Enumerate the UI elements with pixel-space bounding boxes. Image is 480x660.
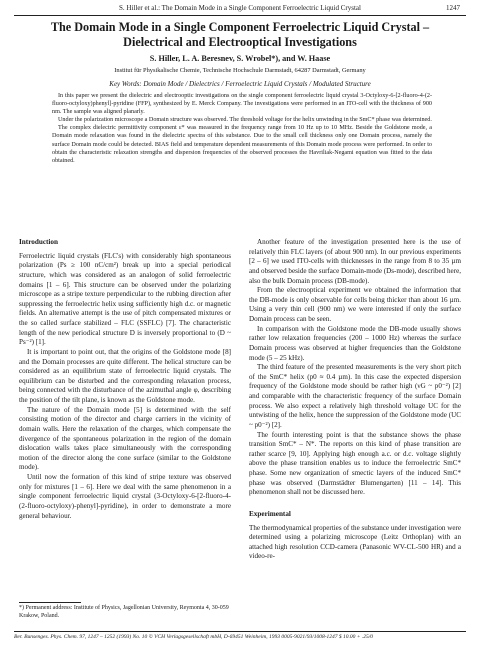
keywords: Key Words: Domain Mode / Dielectrics / Ferroelectric Liquid Crystals / Modulated Structure [109, 80, 371, 88]
body-paragraph: The third feature of the presented measurements is the very short pitch of the SmC* helix (p0 ≈ 0.4 µm). In this case the expected dispersion frequency of the Goldstone mode should be rather high (νG ~ p0⁻²) [2] and comparable with the characteristic frequency of the surface Domain process. We also expect a relatively high threshold voltage UC for the untwisting of the helix, hence the suppression of the Goldstone mode (UC ~ p0⁻²) [2]. [249, 363, 461, 429]
body-paragraph: It is important to point out, that the origins of the Goldstone mode [8] and the Domain processes are quite different. The helical structure can be considered as an equilibrium state of ferroelectric liquid crystals. The equilibrium can be disturbed and the corresponding relaxation process, being connected with the disturbance of the azimuthal angle φ, describing the position of the tilt plane, is known as the Goldstone mode. [19, 347, 231, 404]
body-paragraph: In comparison with the Goldstone mode the DB-mode usually shows rather low relaxation frequencies (200 – 1000 Hz) whereas the surface Domain process was observed at higher frequencies than the Goldstone mode (5 – 25 kHz). [249, 324, 461, 362]
footnote: *) Permanent address: Institute of Physics, Jagellonian University, Reymonta 4, 30-059 Krakow, Poland. [19, 605, 229, 619]
running-title: S. Hiller et al.: The Domain Mode in a Single Component Ferroelectric Liquid Crystal [119, 4, 361, 12]
header-divider [14, 15, 466, 16]
right-column [249, 238, 461, 562]
abstract-paragraph: The complex dielectric permittivity component ε* was measured in the frequency range from 10 Hz up to 10 MHz. Beside the Goldstone mode, a Domain mode relaxation was found in the dielectric spectra of this substance. Due to the small cell thickness only one Domain process, namely the surface Domain mode could be detected. BIAS field and temperature dependent measurements of this Domain mode process were performed. In order to obtain the characteristic relaxation strengths and dispersion frequencies of the observed processes the Havriliak-Negami equation was fitted to the data obtained. [52, 125, 432, 164]
article-title [20, 20, 460, 50]
page-number: 1247 [446, 4, 460, 12]
body-paragraph: From the electrooptical experiment we obtained the information that the DB-mode is only observable for cells being thicker than about 16 µm. Using a very thin cell (900 nm) we were interested if only the surface Domain process can be seen. [249, 286, 461, 323]
affiliation: Institut für Physikalische Chemie, Technische Hochschule Darmstadt, 64287 Darmstadt, Germany [114, 67, 366, 74]
body-paragraph: Until now the formation of this kind of stripe texture was observed only for mixtures [1 – 6]. Here we deal with the same phenomenon in a single component ferroelectric liquid crystal (3-Octyloxy-6-[2-fluoro-4-(2-fluoro-octyloxy)-phenyl]-pyridine), in order to demonstrate a more general behaviour. [19, 473, 231, 520]
footnote-divider [19, 602, 81, 603]
body-paragraph: The thermodynamical properties of the substance under investigation were determined using a polarizing microscope (Leitz Orthoplan) with an attached high resolution CCD-camera (Panasonic WV-CL-500 HR) and a video-re- [249, 523, 461, 561]
journal-citation-footer: Ber. Bunsenges. Phys. Chem. 97, 1247 – 1252 (1993) No. 10 © VCH Verlagsgesellschaft mbH, D-69451 Weinheim, 1993 0005-9021/93/1008-1247 $ 10.00 + .25/0 [14, 634, 374, 640]
section-heading-introduction: Introduction [19, 238, 59, 246]
abstract-paragraph: Under the polarization microscope a Domain structure was observed. The threshold voltage for the helix unwinding in the SmC* phase was determined. [58, 117, 432, 124]
body-paragraph: Ferroelectric liquid crystals (FLC's) with considerably high spontaneous polarization (Ps ≥ 100 nC/cm²) break up into a special periodical structure, which was considered as an analogon of solid ferroelectric domains [1 – 6]. This structure can be observed under the polarizing microscope as a stripe texture perpendicular to the rubbing direction after suppressing the ferroelectric helix using sufficiently high d.c. or magnetic fields. An alternative attempt is the use of pitch compensated mixtures or the so called surface stabilized – FLC (SSFLC) [7]. The characteristic length of the new periodical structure D is inversely proportional to (D ~ Ps⁻²) [1]. [19, 251, 231, 347]
body-paragraph: The fourth interesting point is that the substance shows the phase transition SmC* – N*. The reports on this kind of phase transition are rather scarce [9, 10]. Applying high enough a.c. or d.c. voltage slightly above the phase transition enables us to induce the ferroelectric SmC* phase. Some new organization of smectic layers of the induced SmC* phase was observed (Darmstädter Blumengarten) [11 – 14]. This phenomenon shall not be discussed here. [249, 430, 461, 497]
abstract [52, 92, 432, 165]
body-paragraph: The nature of the Domain mode [5] is determined with the self consisting motion of the director and charge carriers in the vicinity of domain walls. Here the relaxation of the charges, which compensate the divergence of the spontaneous polarization in the region of the domain dislocation walls takes place simultaneously with the corresponding motion of the director along the cone surface (similar to the Goldstone mode). [19, 405, 231, 472]
title-line-2: Dielectrical and Electrooptical Investigations [123, 35, 357, 49]
title-line-1: The Domain Mode in a Single Component Ferroelectric Liquid Crystal – [50, 20, 430, 34]
left-column [19, 238, 231, 521]
section-heading-experimental: Experimental [249, 509, 291, 518]
author-list: S. Hiller, L. A. Beresnev, S. Wrobel*), and W. Haase [149, 54, 331, 63]
body-paragraph: Another feature of the investigation presented here is the use of relatively thin FLC layers (of about 900 nm). In our previous experiments [2 – 6] we used ITO-cells with thicknesses in the range from 8 to 35 µm and observed beside the surface Domain-mode (Ds-mode), described here, also the bulk Domain process (DB-mode). [249, 238, 461, 285]
abstract-paragraph: In this paper we present the dielectric and electrooptic investigations on the single component ferroelectric liquid crystal 3-Octyloxy-6-[2-fluoro-4-(2-fluoro-octyloxy)phenyl]-pyridine (FFP), synthesized by E. Merck Company. The investigations were performed in an ITO-cell with the thickness of 900 nm. The sample was aligned planarly. [52, 93, 432, 116]
footer-divider [14, 631, 466, 632]
